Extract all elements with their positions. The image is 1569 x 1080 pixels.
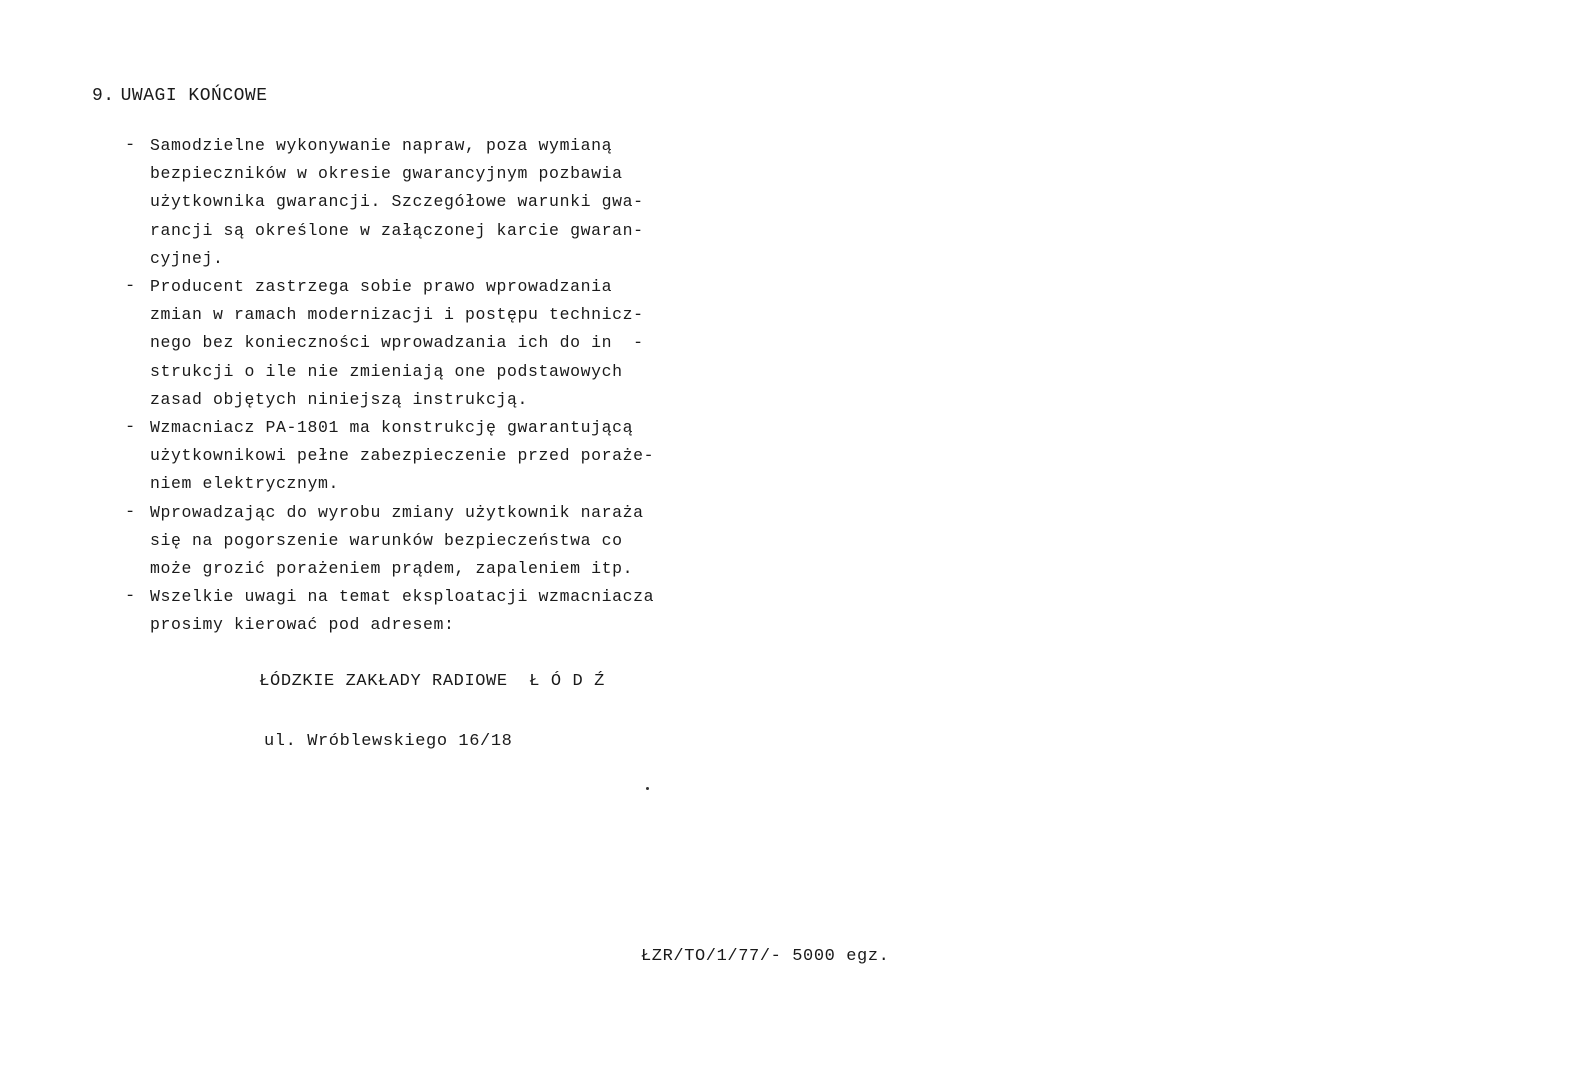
text-line: Producent zastrzega sobie prawo wprowadzania (150, 277, 613, 297)
text-line: bezpieczników w okresie gwarancyjnym pozbawia (150, 164, 623, 184)
text-line: użytkownikowi pełne zabezpieczenie przed poraże- (150, 446, 655, 466)
text-line: nego bez konieczności wprowadzania ich do in - (150, 333, 644, 353)
list-item (125, 583, 715, 639)
text-line: niem elektrycznym. (150, 474, 340, 494)
text-line: zasad objętych niniejszą instrukcją. (150, 389, 529, 409)
list-item (125, 414, 715, 499)
bullet-dash: - (125, 418, 136, 438)
section-title: UWAGI KOŃCOWE (120, 86, 268, 106)
list-item (125, 132, 715, 273)
text-line: użytkownika gwarancji. Szczegółowe warunki gwa- (150, 192, 644, 212)
bullet-dash: - (125, 502, 136, 522)
text-line: zmian w ramach modernizacji i postępu technicz- (150, 305, 644, 325)
manufacturer-address (216, 637, 605, 817)
text-line: prosimy kierować pod adresem: (150, 615, 455, 635)
text-line: Wzmacniacz PA-1801 ma konstrukcję gwarantującą (150, 418, 634, 438)
text-line: strukcji o ile nie zmieniają one podstawowych (150, 361, 623, 381)
street-address: ul. Wróblewskiego 16/18 (264, 732, 513, 751)
company-name: ŁÓDZKIE ZAKŁADY RADIOWE Ł Ó D Ź (259, 672, 605, 691)
text-line: Samodzielne wykonywanie napraw, poza wymianą (150, 136, 613, 155)
bullet-dash: - (125, 136, 136, 155)
bullet-dash: - (125, 587, 136, 607)
text-line: cyjnej. (150, 248, 224, 268)
bullet-dash: - (125, 277, 136, 297)
section-heading (92, 86, 268, 106)
text-line: Wszelkie uwagi na temat eksploatacji wzmacniacza (150, 587, 655, 607)
stray-dot (646, 787, 649, 790)
list-item (125, 499, 715, 584)
text-line: może grozić porażeniem prądem, zapaleniem itp. (150, 559, 634, 579)
text-line: Wprowadzając do wyrobu zmiany użytkownik naraża (150, 502, 644, 522)
section-number: 9. (92, 86, 115, 106)
print-info: ŁZR/TO/1/77/- 5000 egz. (641, 947, 890, 966)
list-item (125, 273, 715, 414)
text-line: się na pogorszenie warunków bezpieczeństwa co (150, 530, 623, 550)
text-line: rancji są określone w załączonej karcie gwaran- (150, 220, 644, 240)
final-remarks-list (125, 132, 715, 640)
